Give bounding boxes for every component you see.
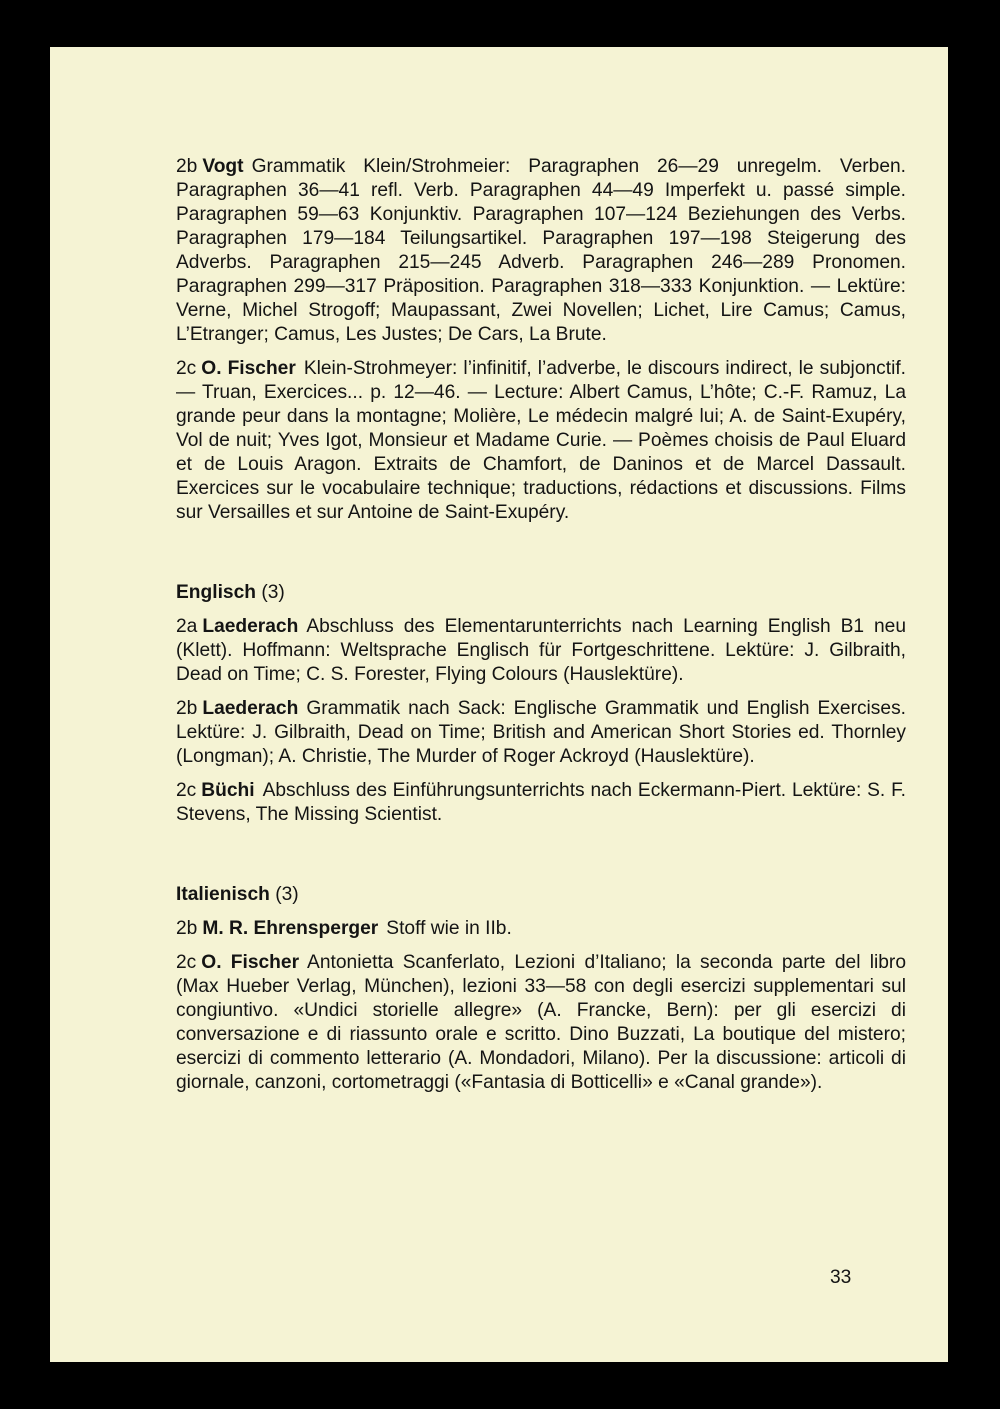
teacher-name: M. R. Ehrensperger: [202, 918, 379, 939]
subject-hours: (3): [261, 582, 285, 603]
course-description: Stoff wie in IIb.: [386, 918, 512, 939]
course-entry-french-2b: [176, 155, 906, 347]
italian-section: [176, 883, 906, 1095]
course-description: Grammatik Klein/Strohmeier: Paragraphen 26—29 unregelm. Verben. Paragraphen 36—41 refl. Verb. Paragraphen 44—49 Imperfekt u. passé simple. Paragraphen 59—63 Konjunktiv. Paragraphen 107—124 Beziehungen des Verbs. Paragraphen 179—184 Teilungsartikel. Paragraphen 197—198 Steigerung des Adverbs. Paragraphen 215—245 Adverb. Paragraphen 246—289 Pronomen. Paragraphen 299—317 Präposition. Paragraphen 318—333 Konjunktion. — Lektüre: Verne, Michel Strogoff; Maupassant, Zwei Novellen; Lichet, Lire Camus; Camus, L’Etranger; Camus, Les Justes; De Cars, La Brute.: [176, 156, 906, 345]
teacher-name: O. Fischer: [201, 358, 296, 379]
class-code: 2b: [176, 918, 198, 939]
page: [50, 47, 948, 1362]
class-code: 2c: [176, 952, 197, 973]
teacher-name: Laederach: [202, 616, 299, 637]
english-section: [176, 581, 906, 827]
class-code: 2a: [176, 616, 198, 637]
course-description: Abschluss des Einführungsunterrichts nach Eckermann-Piert. Lektüre: S. F. Stevens, The Missing Scientist.: [176, 780, 906, 825]
course-entry-english-2b: [176, 697, 906, 769]
course-entry-italian-2b: [176, 917, 906, 941]
class-code: 2c: [176, 358, 197, 379]
page-number: 33: [830, 1267, 852, 1288]
class-code: 2b: [176, 698, 198, 719]
subject-name: Englisch: [176, 582, 256, 603]
subject-heading-italian: [176, 883, 906, 907]
teacher-name: Laederach: [202, 698, 299, 719]
course-description: Grammatik nach Sack: Englische Grammatik und English Exercises. Lektüre: J. Gilbraith, Dead on Time; British and American Short Stories ed. Thornley (Longman); A. Christie, The Murder of Roger Ackroyd (Hauslektüre).: [176, 698, 906, 767]
teacher-name: Büchi: [201, 780, 255, 801]
course-description: Abschluss des Elementarunterrichts nach Learning English B1 neu (Klett). Hoffmann: Weltsprache Englisch für Fortgeschrittene. Lektüre: J. Gilbraith, Dead on Time; C. S. Forester, Flying Colours (Hauslektüre).: [176, 616, 906, 685]
course-entry-french-2c: [176, 357, 906, 525]
course-description: Klein-Strohmeyer: l’infinitif, l’adverbe, le discours indirect, le subjonctif. — Truan, Exercices... p. 12—46. — Lecture: Albert Camus, L’hôte; C.-F. Ramuz, La grande peur dans la montagne; Molière, Le médecin malgré lui; A. de Saint-Exupéry, Vol de nuit; Yves Igot, Monsieur et Madame Curie. — Poèmes choisis de Paul Eluard et de Louis Aragon. Extraits de Chamfort, de Daninos et de Marcel Dassault. Exercices sur le vocabulaire technique; traductions, rédactions et discussions. Films sur Versailles et sur Antoine de Saint-Exupéry.: [176, 358, 907, 523]
course-entry-english-2a: [176, 615, 906, 687]
class-code: 2c: [176, 780, 197, 801]
teacher-name: Vogt: [202, 156, 244, 177]
subject-name: Italienisch: [176, 884, 270, 905]
class-code: 2b: [176, 156, 198, 177]
course-description: Antonietta Scanferlato, Lezioni d’Italiano; la seconda parte del libro (Max Hueber Verlag, München), lezioni 33—58 con degli esercizi supplementari sul congiuntivo. «Undici storielle allegre» (A. Francke, Bern): per gli esercizi di conversazione e di riassunto orale e scritto. Dino Buzzati, La boutique del mistero; esercizi di commento letterario (A. Mondadori, Milano). Per la discussione: articoli di giornale, canzoni, cortometraggi («Fantasia di Botticelli» e «Canal grande»).: [176, 952, 906, 1093]
course-entry-english-2c: [176, 779, 906, 827]
subject-heading-english: [176, 581, 906, 605]
french-section: [176, 155, 906, 525]
page-content: [176, 155, 906, 1105]
course-entry-italian-2c: [176, 951, 906, 1095]
teacher-name: O. Fischer: [201, 952, 300, 973]
subject-hours: (3): [275, 884, 299, 905]
